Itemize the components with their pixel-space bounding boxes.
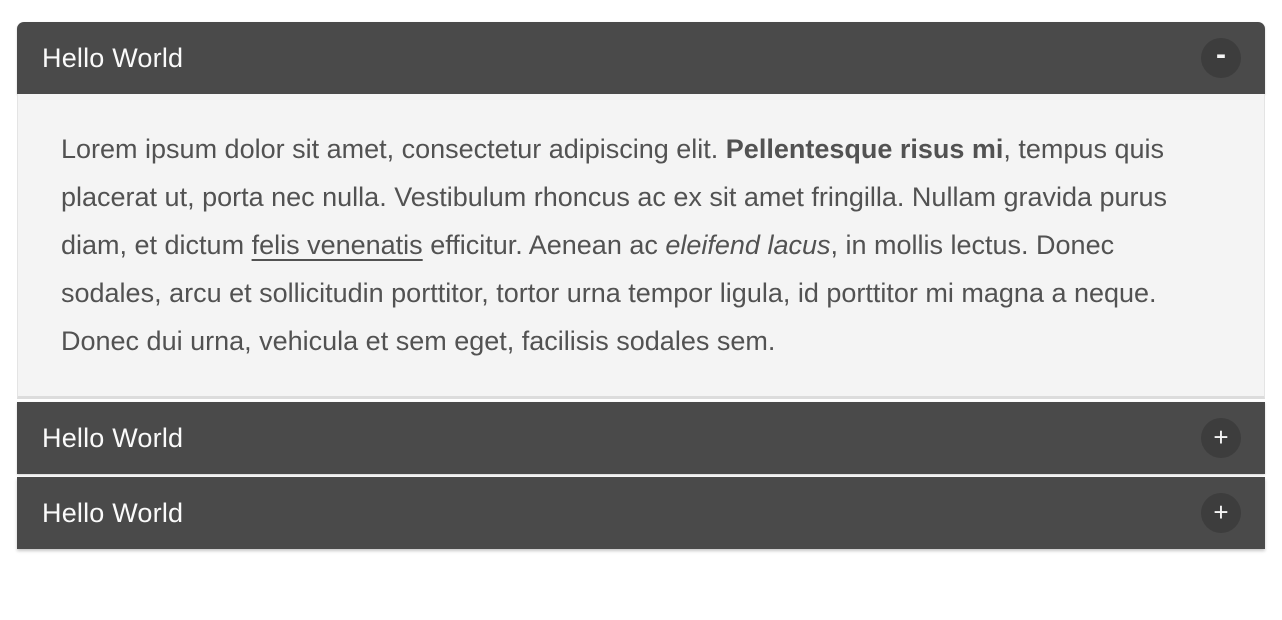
plus-icon: + bbox=[1213, 497, 1229, 527]
accordion-header-3[interactable] bbox=[17, 477, 1265, 549]
expand-toggle-button-2[interactable] bbox=[1201, 418, 1241, 458]
accordion-header-2[interactable] bbox=[17, 402, 1265, 474]
plus-icon: + bbox=[1213, 422, 1229, 452]
accordion-title-3: Hello World bbox=[42, 497, 184, 528]
expand-toggle-button-3[interactable] bbox=[1201, 493, 1241, 533]
panel-paragraph: Lorem ipsum dolor sit amet, consectetur adipiscing elit. Pellentesque risus mi, tempus quis placerat ut, porta nec nulla. Vestibulum rhoncus ac ex sit amet fringilla. Nullam gravida purus diam, et dictum felis venenatis efficitur. Aenean ac eleifend lacus, in mollis lectus. Donec sodales, arcu et sollicitudin porttitor, tortor urna tempor ligula, id porttitor mi magna a neque. Donec dui urna, vehicula et sem eget, facilisis sodales sem. bbox=[61, 134, 1168, 356]
accordion-title-1: Hello World bbox=[42, 42, 184, 73]
minus-icon: - bbox=[1216, 38, 1226, 71]
accordion-title-2: Hello World bbox=[42, 422, 184, 453]
accordion bbox=[17, 22, 1265, 549]
accordion-header-1[interactable] bbox=[17, 22, 1265, 94]
collapse-toggle-button-1[interactable] bbox=[1201, 38, 1241, 78]
accordion-panel-1 bbox=[17, 94, 1265, 399]
